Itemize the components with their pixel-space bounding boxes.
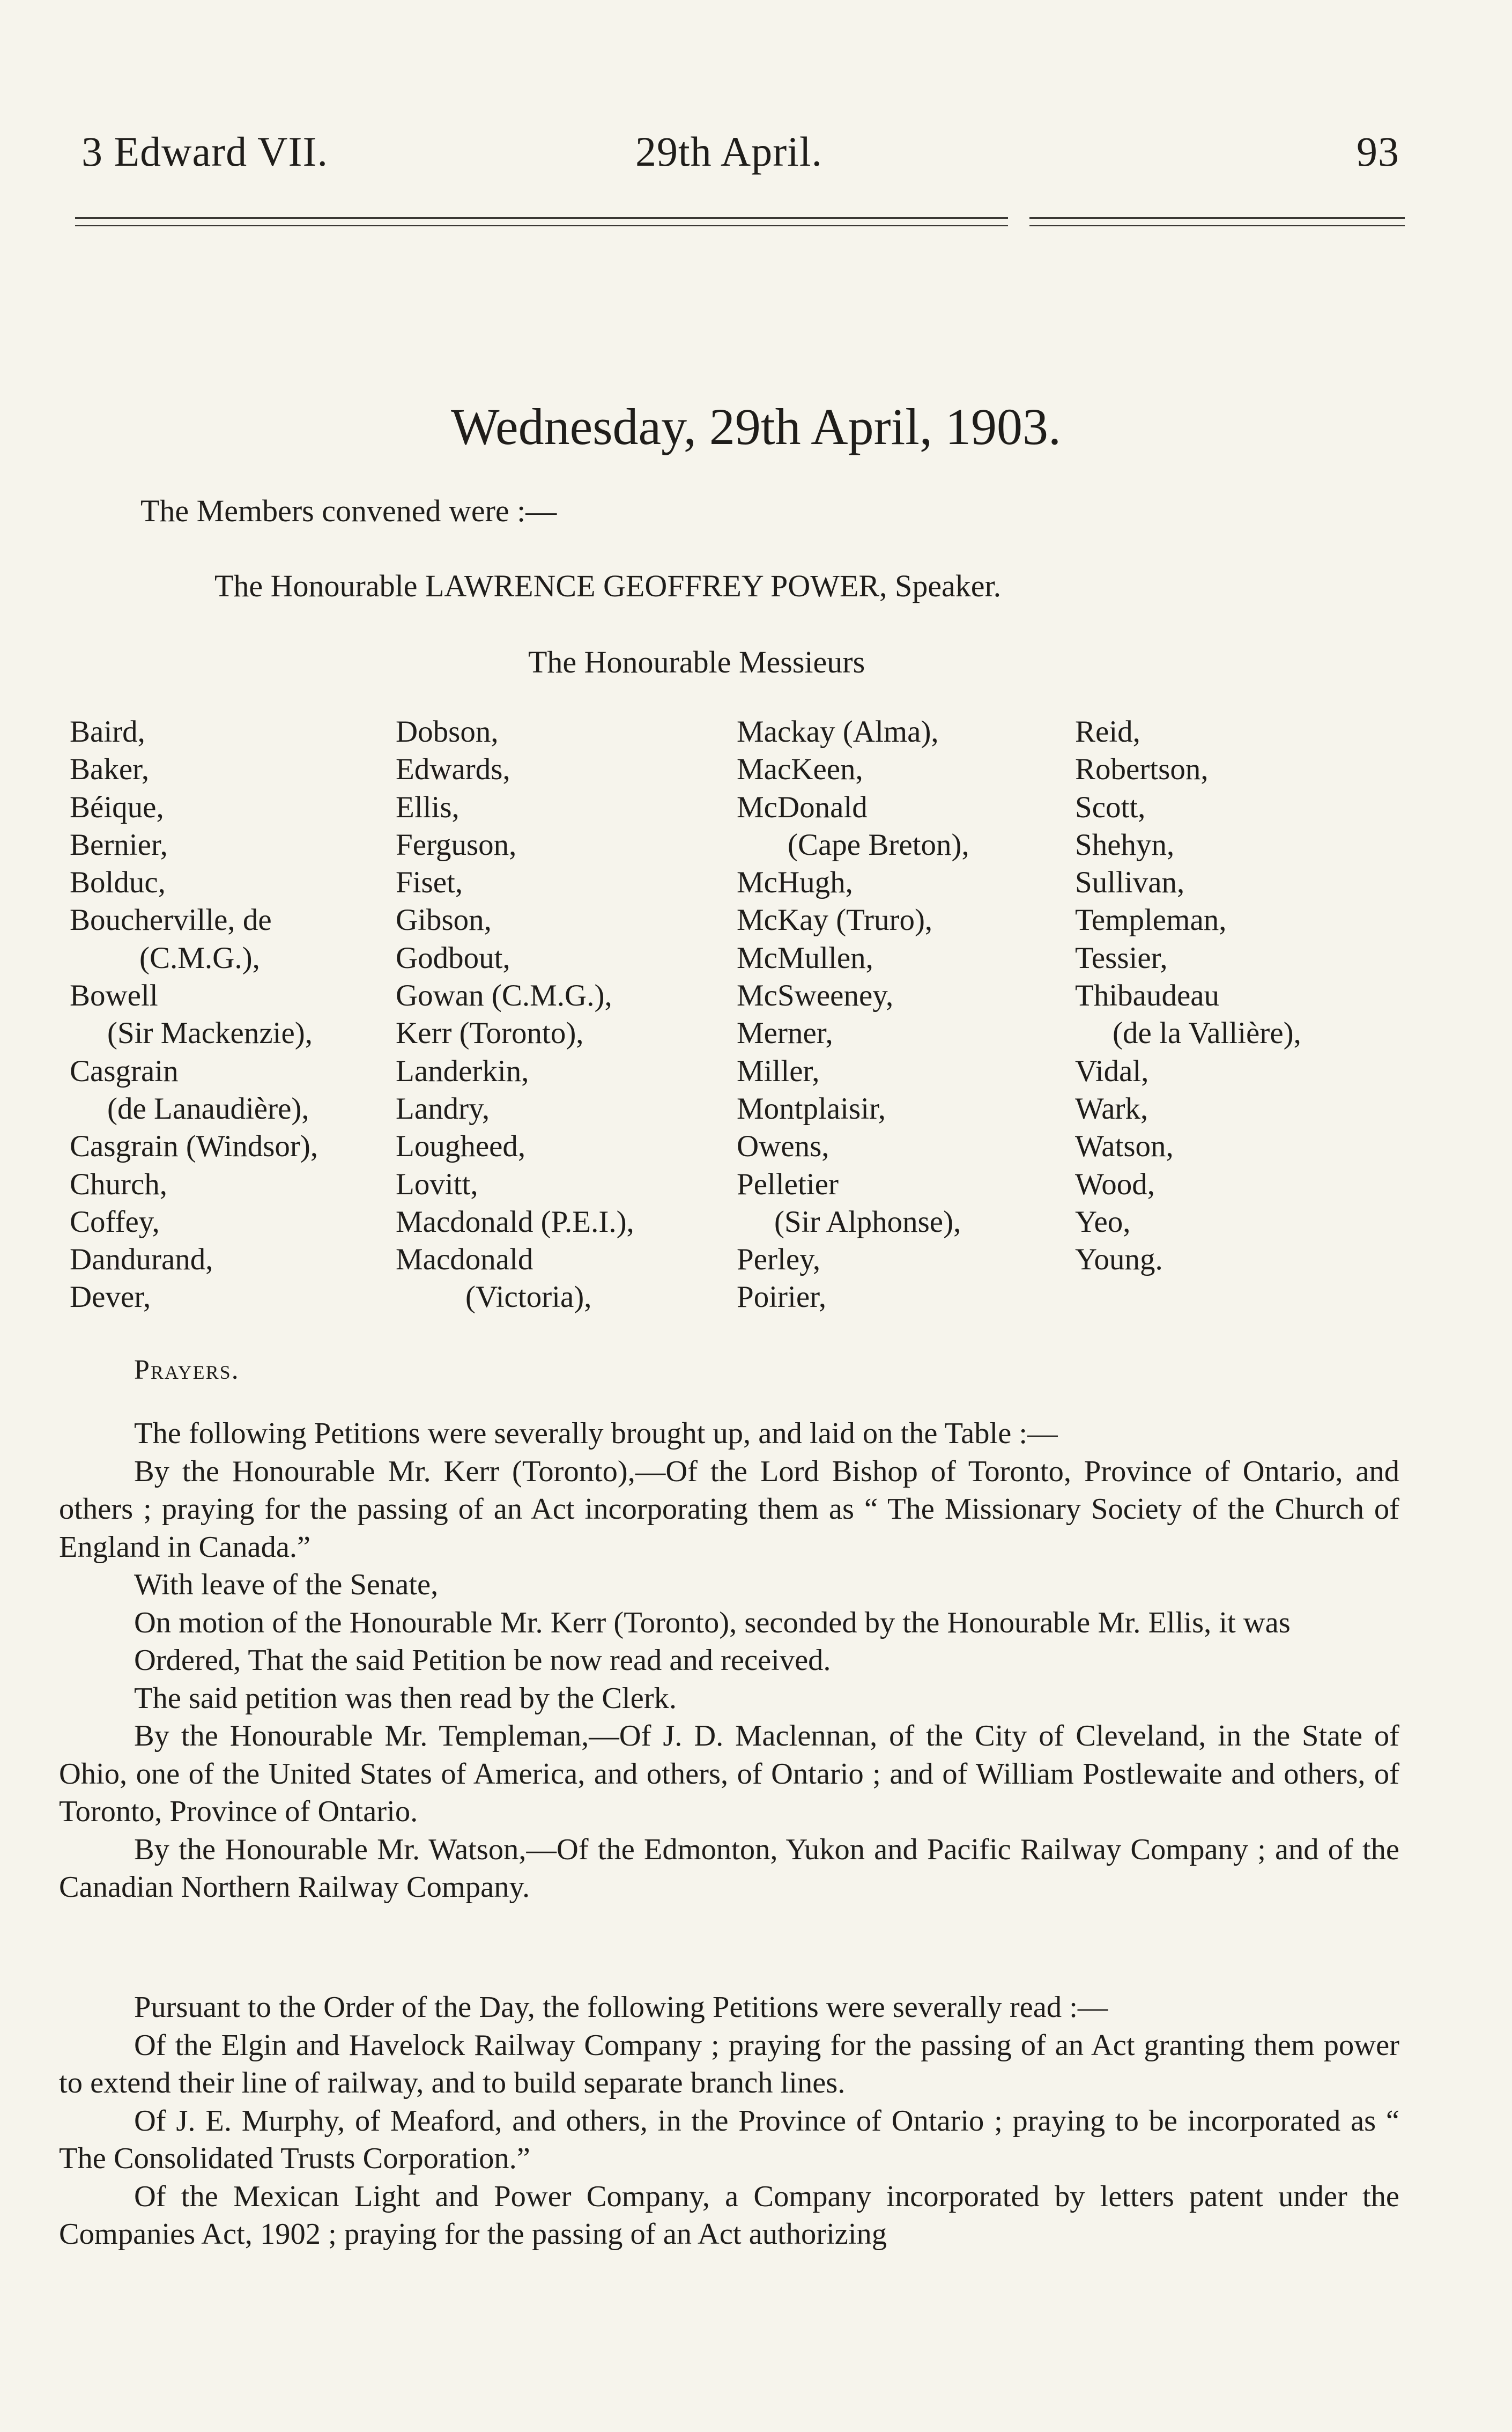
member-name: Casgrain (Windsor), [70, 1129, 318, 1164]
order-of-day-section [59, 1989, 1399, 2253]
member-name: Church, [70, 1167, 168, 1201]
header-rule-lower-right [1029, 225, 1405, 226]
member-name: MacKeen, [737, 752, 863, 787]
member-name: Godbout, [396, 941, 510, 975]
header-session: 3 Edward VII. [81, 128, 328, 175]
prayers-label: Prayers. [134, 1355, 240, 1385]
paragraph: By the Honourable Mr. Templeman,—Of J. D. Maclennan, of the City of Cleveland, in the State of Ohio, one of the United States of America, and others, of Ontario ; and of William Postlewaite and others, of Toronto, Province of Ontario. [59, 1719, 1399, 1828]
member-name: Miller, [737, 1054, 820, 1088]
paragraph: On motion of the Honourable Mr. Kerr (Toronto), seconded by the Honourable Mr. Ellis, it was [134, 1606, 1291, 1639]
header-date: 29th April. [635, 128, 823, 175]
member-name: Landry, [396, 1091, 490, 1126]
member-name: McMullen, [737, 941, 873, 975]
member-name: Baker, [70, 752, 150, 787]
member-name: Dobson, [396, 715, 499, 749]
members-column-1 [70, 713, 318, 1317]
page-title: Wednesday, 29th April, 1903. [451, 398, 1061, 455]
member-name: Dandurand, [70, 1243, 213, 1277]
member-name: Bernier, [70, 827, 168, 862]
member-name: Tessier, [1075, 941, 1168, 975]
member-name: Ellis, [396, 790, 459, 824]
paragraph: The said petition was then read by the Clerk. [134, 1681, 677, 1715]
member-name: Scott, [1075, 790, 1146, 824]
member-name: Thibaudeau [1075, 979, 1220, 1013]
member-name: Gibson, [396, 903, 492, 937]
member-name: Ferguson, [396, 827, 517, 862]
member-name: Macdonald (P.E.I.), [396, 1204, 634, 1239]
member-name: Casgrain [70, 1054, 179, 1088]
member-name: Pelletier [737, 1167, 839, 1201]
member-name: Watson, [1075, 1129, 1174, 1164]
member-name: Robertson, [1075, 752, 1209, 787]
member-name: Young. [1075, 1243, 1163, 1277]
member-name: Lovitt, [396, 1167, 478, 1201]
members-column-3 [737, 713, 969, 1317]
member-name: (Sir Mackenzie), [107, 1016, 313, 1051]
member-name: (de la Vallière), [1113, 1016, 1301, 1051]
member-name: Landerkin, [396, 1054, 529, 1088]
member-name: McKay (Truro), [737, 903, 933, 937]
member-name: Lougheed, [396, 1129, 526, 1164]
member-name: Boucherville, de [70, 903, 272, 937]
member-name: Edwards, [396, 752, 510, 787]
member-name: (Sir Alphonse), [774, 1204, 961, 1239]
paragraph: Of the Mexican Light and Power Company, a Company incorporated by letters patent under the Companies Act, 1902 ; praying for the passing of an Act authorizing [59, 2179, 1399, 2251]
member-name: Reid, [1075, 715, 1140, 749]
member-name: Yeo, [1075, 1204, 1131, 1239]
member-name: Shehyn, [1075, 827, 1175, 862]
member-name: Poirier, [737, 1280, 827, 1314]
member-name: McSweeney, [737, 979, 894, 1013]
intro-text: The Members convened were :— [140, 493, 557, 528]
header-rule-lower [75, 225, 1008, 226]
member-name: Gowan (C.M.G.), [396, 979, 612, 1013]
header-rule-right [1029, 217, 1405, 219]
member-name: McDonald [737, 790, 868, 824]
member-name: Owens, [737, 1129, 829, 1164]
member-name: Bolduc, [70, 866, 166, 900]
member-name: Coffey, [70, 1204, 160, 1239]
paragraph: Pursuant to the Order of the Day, the following Petitions were severally read :— [134, 1991, 1108, 2024]
paragraph: The following Petitions were severally brought up, and laid on the Table :— [134, 1417, 1058, 1450]
member-name: Wark, [1075, 1091, 1148, 1126]
member-name: Dever, [70, 1280, 151, 1314]
member-name: Perley, [737, 1243, 821, 1277]
paragraph: Ordered, That the said Petition be now read and received. [134, 1644, 831, 1677]
messieurs-heading: The Honourable Messieurs [528, 645, 865, 679]
member-name: Merner, [737, 1016, 833, 1051]
member-name: Macdonald [396, 1243, 533, 1277]
member-name: Béique, [70, 790, 164, 824]
member-name: (de Lanaudière), [107, 1091, 309, 1126]
member-name: Baird, [70, 715, 145, 749]
members-column-2 [396, 713, 634, 1317]
member-name: Vidal, [1075, 1054, 1149, 1088]
page-number: 93 [1357, 128, 1399, 175]
member-name: Mackay (Alma), [737, 715, 939, 749]
member-name: Sullivan, [1075, 866, 1185, 900]
member-name: Templeman, [1075, 903, 1227, 937]
speaker-line: The Honourable LAWRENCE GEOFFREY POWER, Speaker. [214, 568, 1002, 603]
petitions-section [59, 1415, 1399, 1906]
member-name: Bowell [70, 979, 158, 1013]
paragraph: Of J. E. Murphy, of Meaford, and others, in the Province of Ontario ; praying to be incorporated as “ The Consolidated Trusts Corporation.” [59, 2104, 1399, 2175]
paragraph: By the Honourable Mr. Watson,—Of the Edmonton, Yukon and Pacific Railway Company ; and of the Canadian Northern Railway Company. [59, 1832, 1399, 1904]
paragraph: With leave of the Senate, [134, 1568, 439, 1601]
member-name: Fiset, [396, 866, 463, 900]
member-name: Wood, [1075, 1167, 1155, 1201]
member-name: (Cape Breton), [788, 827, 969, 862]
member-name: McHugh, [737, 866, 853, 900]
member-name: Kerr (Toronto), [396, 1016, 584, 1051]
member-name: Montplaisir, [737, 1091, 886, 1126]
paragraph: Of the Elgin and Havelock Railway Company ; praying for the passing of an Act granting them power to extend their line of railway, and to build separate branch lines. [59, 2028, 1399, 2100]
header-rule [75, 217, 1008, 219]
member-name: (C.M.G.), [139, 941, 260, 975]
members-column-4 [1075, 713, 1301, 1278]
member-name: (Victoria), [465, 1280, 592, 1314]
paragraph: By the Honourable Mr. Kerr (Toronto),—Of the Lord Bishop of Toronto, Province of Ontario, and others ; praying for the passing of an Act incorporating them as “ The Missionary Society of the Church of England in Canada.” [59, 1454, 1399, 1564]
